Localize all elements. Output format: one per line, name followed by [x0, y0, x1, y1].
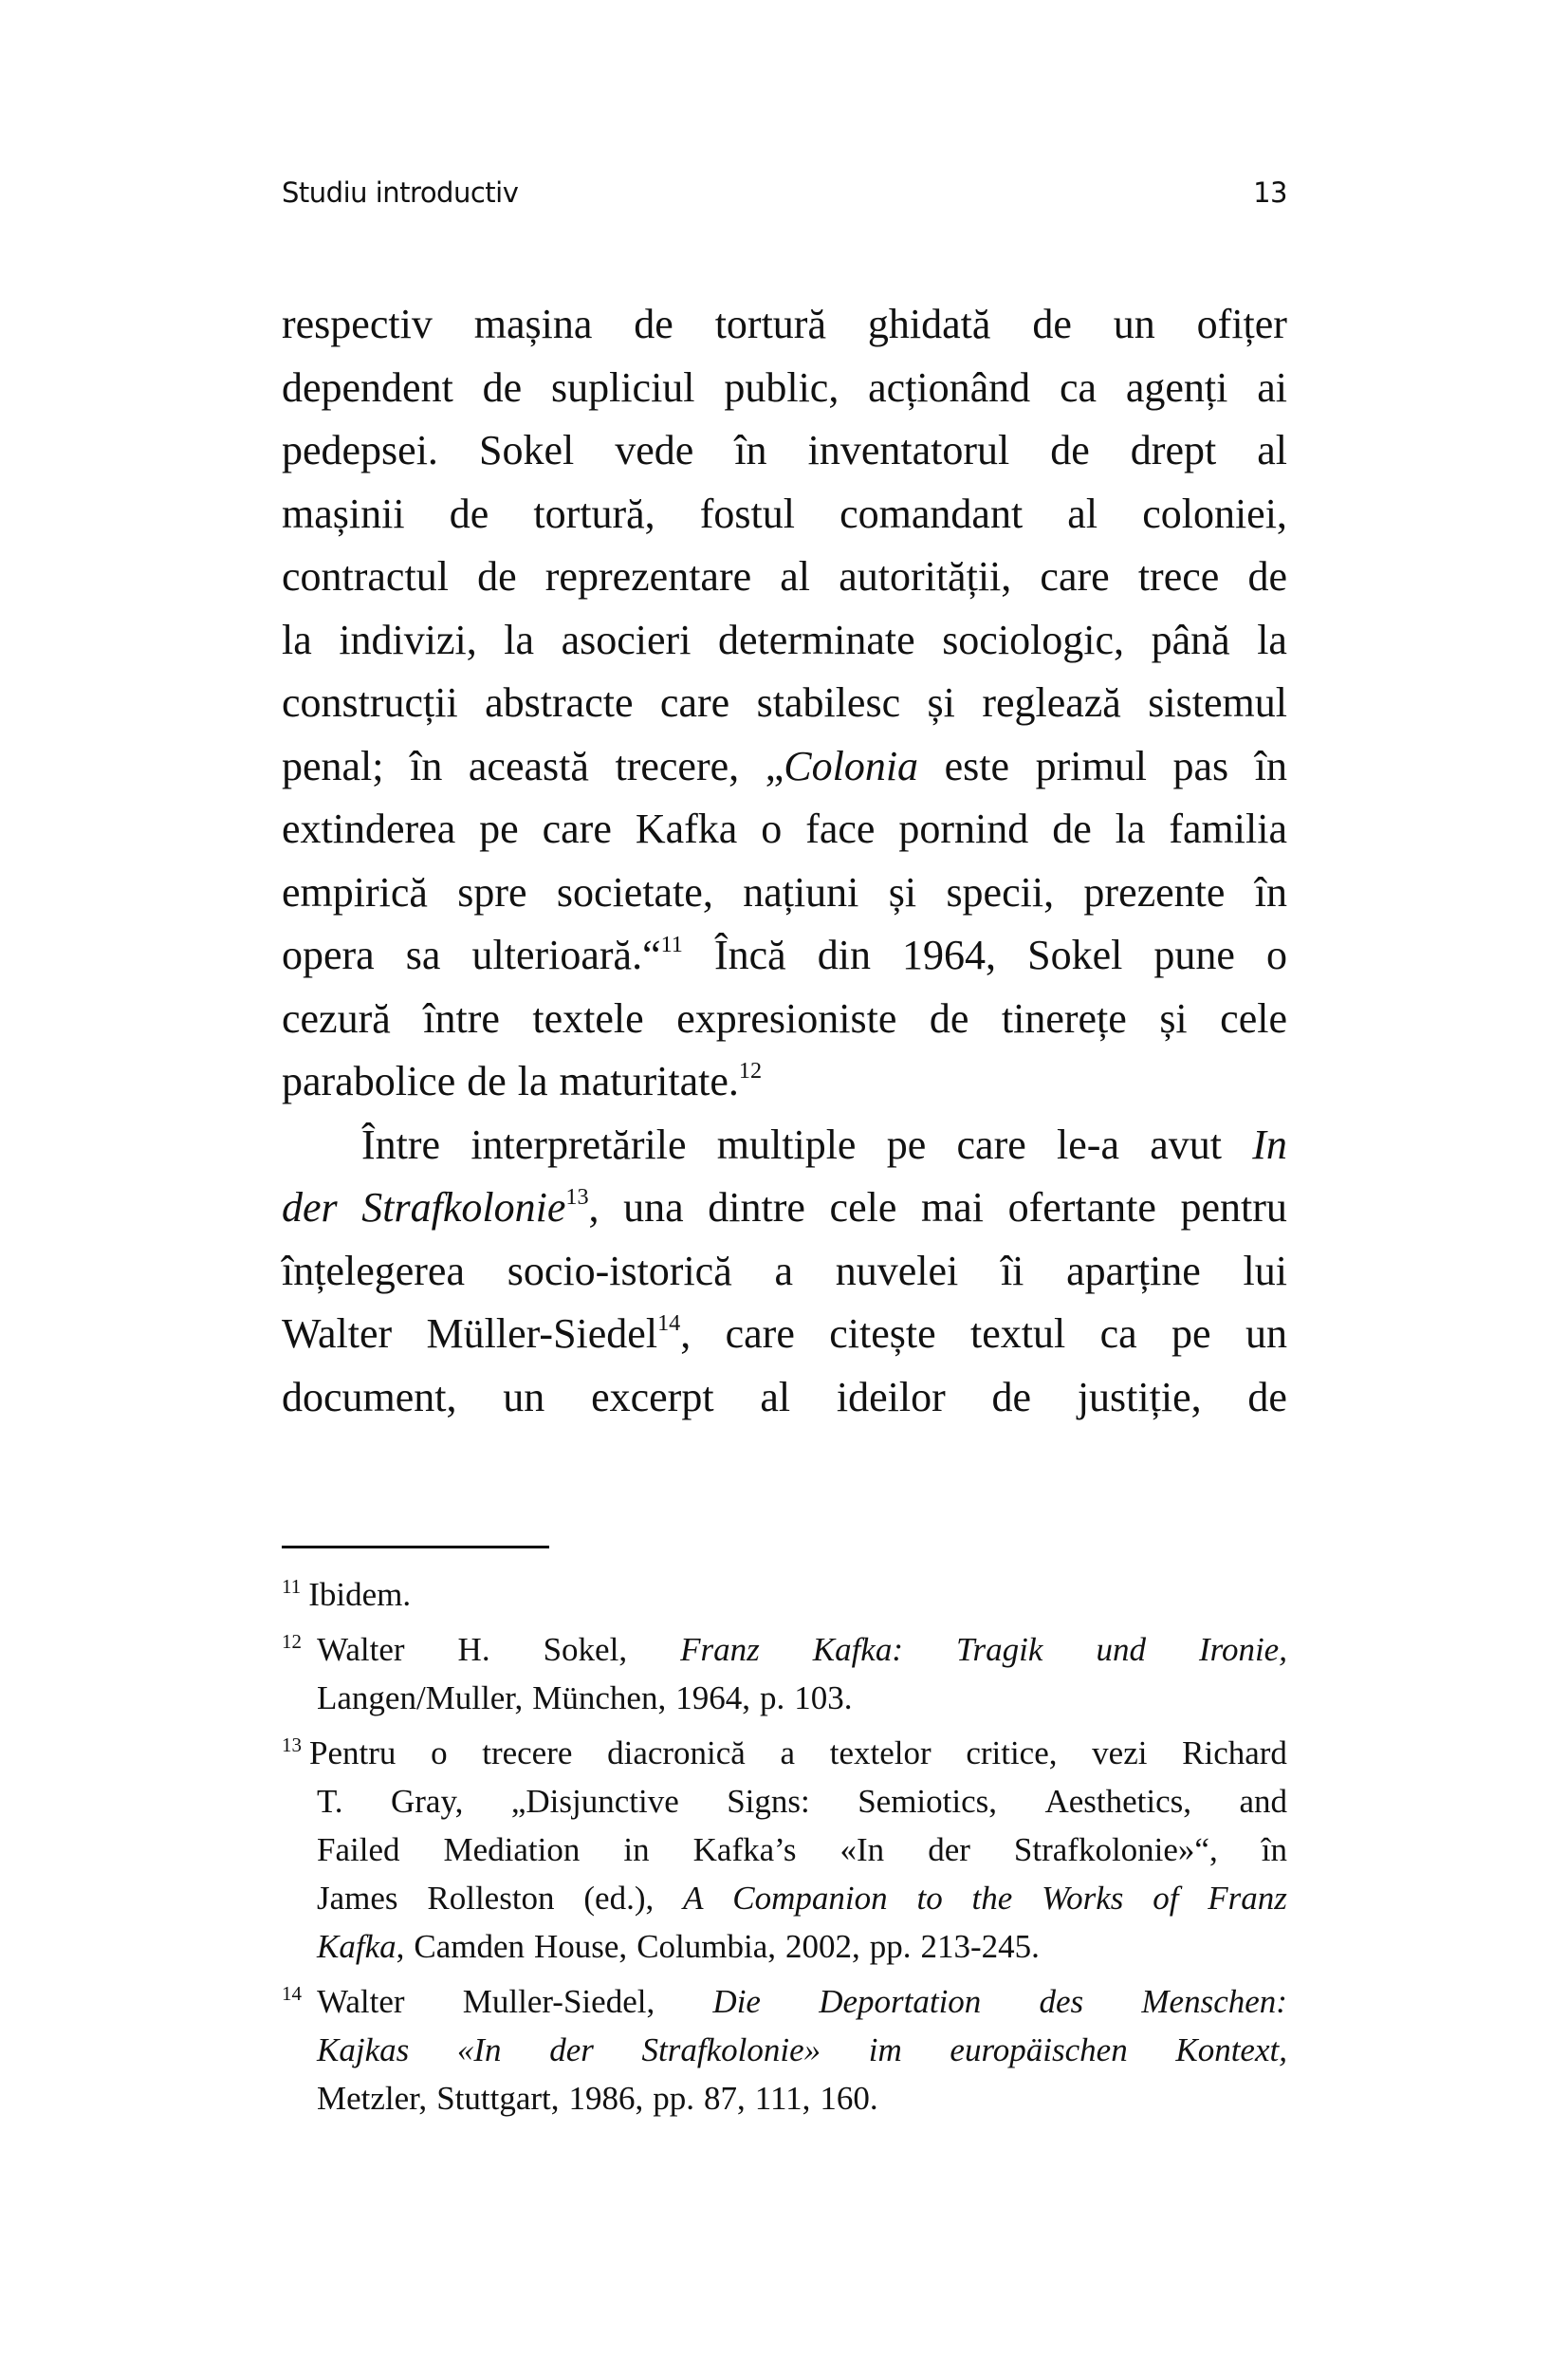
word: și — [888, 868, 917, 916]
word: 1964, — [902, 932, 997, 978]
word: abstracte — [485, 679, 634, 726]
word: vede — [615, 427, 694, 473]
word: pedepsei. — [282, 427, 438, 473]
word — [282, 1570, 411, 1619]
italic-title: der — [282, 1184, 338, 1231]
word — [560, 1050, 763, 1114]
body-line — [282, 1303, 1287, 1366]
word: justiție, — [1077, 1373, 1202, 1420]
word: de — [1050, 427, 1090, 473]
word: un — [1113, 301, 1155, 347]
word — [282, 1977, 405, 2026]
running-title: Studiu introductiv — [282, 176, 519, 209]
word: Semiotics, — [858, 1783, 998, 1820]
word: , — [396, 1928, 405, 1965]
word: „Disjunctive — [510, 1783, 679, 1820]
body-line — [282, 1366, 1287, 1430]
word: contractul — [282, 553, 449, 600]
word: de — [1032, 301, 1072, 347]
word: sistemul — [1148, 679, 1287, 726]
word: extinderea — [282, 806, 456, 852]
footnote-number: 14 — [282, 1982, 302, 2006]
word: europäischen — [950, 2031, 1128, 2068]
body-line — [282, 798, 1287, 862]
word: Müller-Siedel — [426, 1310, 658, 1357]
word: la — [1115, 806, 1146, 852]
word: vezi — [1092, 1734, 1148, 1771]
word: de — [1052, 806, 1092, 852]
word: le-a — [1057, 1121, 1119, 1168]
word: în — [410, 742, 443, 789]
word: interpretările — [470, 1121, 687, 1168]
word: citește — [829, 1310, 936, 1357]
word: una — [623, 1184, 684, 1231]
word: Mediation — [443, 1831, 581, 1868]
word: pp. — [869, 1928, 912, 1965]
word: Langen/Muller, — [317, 1679, 524, 1716]
footnote-11 — [282, 1570, 1287, 1619]
word: al — [760, 1373, 791, 1420]
word: care — [659, 679, 730, 726]
word: autorității, — [839, 553, 1012, 600]
word: construcții — [282, 679, 458, 726]
word: un — [503, 1373, 545, 1420]
word: opera — [282, 932, 375, 978]
word: Stuttgart, — [436, 2080, 560, 2117]
word: această — [468, 742, 589, 789]
word: Ibidem. — [308, 1576, 412, 1613]
word: , — [680, 1310, 692, 1357]
word: 1964, — [675, 1679, 750, 1716]
word: reglează — [982, 679, 1121, 726]
word: care — [725, 1310, 795, 1357]
word: House, — [534, 1928, 628, 1965]
word: tortură, — [533, 490, 655, 537]
word: ulterioară.“ — [471, 932, 661, 978]
word: the — [971, 1880, 1013, 1917]
word: Metzler, — [317, 2080, 428, 2117]
word: Rolleston — [427, 1880, 555, 1917]
word: H. — [457, 1631, 490, 1668]
word: pune — [1153, 932, 1235, 978]
word: la — [1257, 616, 1287, 663]
word: textele — [532, 994, 644, 1042]
word: Kontext, — [1175, 2031, 1287, 2068]
word: Failed — [317, 1831, 400, 1868]
word: Franz — [1208, 1880, 1287, 1917]
word: Walter — [317, 1631, 405, 1668]
word: empirică — [282, 868, 428, 916]
body-line — [282, 546, 1287, 609]
word: pe — [1171, 1310, 1211, 1357]
word: München, — [532, 1679, 667, 1716]
word: societate, — [556, 868, 713, 916]
word — [427, 1303, 692, 1366]
italic-title: Colonia — [784, 742, 919, 789]
word: 160. — [820, 2080, 878, 2117]
word: Pentru — [309, 1734, 397, 1771]
word: A — [683, 1880, 704, 1917]
word: Walter — [282, 1310, 393, 1357]
word: ideilor — [836, 1373, 946, 1420]
word: Walter — [317, 1983, 405, 2020]
body-line — [282, 1114, 1287, 1177]
word: pe — [479, 806, 519, 852]
word: Deportation — [819, 1983, 982, 2020]
word: excerpt — [591, 1373, 714, 1420]
word: diacronică — [607, 1734, 746, 1771]
word: de — [467, 1058, 507, 1104]
word: dintre — [708, 1184, 805, 1231]
word: Muller-Siedel, — [462, 1983, 655, 2020]
word: «In — [839, 1831, 885, 1868]
word: reprezentare — [544, 553, 752, 600]
word: Signs: — [727, 1783, 810, 1820]
word: trece — [1137, 553, 1220, 600]
footnote-number: 12 — [282, 1630, 302, 1654]
footnote-number: 11 — [282, 1575, 302, 1599]
word: der — [549, 2031, 594, 2068]
word: cele — [1220, 994, 1287, 1042]
word: pentru — [1180, 1184, 1287, 1231]
word: a — [774, 1247, 793, 1294]
word: textelor — [829, 1734, 932, 1771]
body-line — [282, 735, 1287, 799]
footnote-separator — [282, 1546, 549, 1548]
word: parabolice — [282, 1058, 456, 1104]
body-line — [282, 862, 1287, 925]
word: dependent — [282, 363, 453, 411]
word: face — [805, 806, 876, 852]
word: drept — [1130, 427, 1217, 473]
body-line — [282, 672, 1287, 735]
word: Camden — [414, 1928, 525, 1965]
word: o — [761, 806, 783, 852]
word: în — [1261, 1831, 1287, 1868]
word: Menschen: — [1141, 1983, 1287, 2020]
word: 213-245. — [920, 1928, 1040, 1965]
word: familia — [1169, 806, 1287, 852]
word: tortură — [714, 301, 826, 347]
word — [472, 924, 683, 988]
footnote-number: 13 — [282, 1733, 302, 1757]
word: Works — [1042, 1880, 1124, 1917]
word: de — [449, 490, 489, 537]
word — [361, 1177, 599, 1240]
word: înțelegerea — [282, 1247, 465, 1294]
word: Kafka: — [812, 1631, 903, 1668]
word: din — [817, 932, 871, 978]
word: 111, — [754, 2080, 811, 2117]
body-line — [282, 988, 1287, 1051]
word: al — [780, 553, 811, 600]
word: de — [477, 553, 517, 600]
word: trecere, — [615, 742, 740, 789]
word — [317, 1922, 404, 1971]
body-line — [282, 1050, 1287, 1114]
word: «In — [456, 2031, 502, 2068]
word: Sokel, — [543, 1631, 628, 1668]
word: fostul — [699, 490, 795, 537]
italic-title: Strafkolonie — [361, 1184, 566, 1231]
word: Columbia, — [636, 1928, 776, 1965]
word: sociologic, — [942, 616, 1125, 663]
word: 1986, — [568, 2080, 644, 2117]
word — [282, 1729, 396, 1777]
word: și — [1159, 994, 1188, 1042]
word: critice, — [966, 1734, 1058, 1771]
word: penal; — [282, 742, 384, 789]
word: care — [956, 1121, 1026, 1168]
text-line — [282, 1826, 1287, 1874]
word: Richard — [1182, 1734, 1287, 1771]
word: (ed.), — [583, 1880, 655, 1917]
word: 103. — [794, 1679, 853, 1716]
footnote-ref-14[interactable]: 14 — [657, 1309, 681, 1336]
footnote-ref-11[interactable]: 11 — [660, 931, 683, 957]
word: respectiv — [282, 301, 433, 347]
word: de — [482, 363, 523, 411]
word: de — [1247, 1373, 1287, 1420]
text-line — [282, 1922, 1287, 1971]
word — [766, 735, 918, 799]
word: Între — [361, 1121, 441, 1168]
word: la — [504, 616, 535, 663]
word: indivizi, — [339, 616, 477, 663]
word: 2002, — [785, 1928, 860, 1965]
word: nuvelei — [835, 1247, 959, 1294]
word: des — [1039, 1983, 1084, 2020]
word: und — [1096, 1631, 1146, 1668]
word: supliciul — [550, 363, 695, 411]
text-line — [282, 1874, 1287, 1922]
word: până — [1151, 616, 1230, 663]
body-line — [282, 924, 1287, 988]
word: în — [1254, 868, 1287, 916]
text-line — [282, 1977, 1287, 2026]
word: sa — [405, 932, 441, 978]
word: James — [317, 1880, 398, 1917]
word: „ — [765, 742, 784, 789]
word: acționând — [868, 363, 1031, 411]
word: Kafka — [317, 1928, 397, 1965]
word: ghidată — [867, 301, 991, 347]
word: Sokel — [478, 427, 575, 473]
word: in — [623, 1831, 650, 1868]
footnotes — [282, 1570, 1287, 2129]
word: , — [588, 1184, 600, 1231]
word: la — [517, 1058, 548, 1104]
footnote-13 — [282, 1729, 1287, 1971]
word: of — [1153, 1880, 1179, 1917]
word: T. — [317, 1783, 343, 1820]
word: tinerețe — [1001, 994, 1127, 1042]
word: p. — [759, 1679, 785, 1716]
text-line — [282, 2074, 1287, 2122]
word: trecere — [482, 1734, 573, 1771]
body-line — [282, 1240, 1287, 1304]
word: de — [1247, 553, 1287, 600]
word: Kafka — [635, 806, 738, 852]
text-line — [282, 1674, 1287, 1722]
word: Încă — [713, 932, 786, 978]
word: pornind — [898, 806, 1029, 852]
word: determinate — [717, 616, 915, 663]
word: to — [916, 1880, 943, 1917]
word: coloniei, — [1142, 490, 1287, 537]
word: și — [927, 679, 955, 726]
word: public, — [724, 363, 839, 411]
word: cezură — [282, 994, 391, 1042]
word: între — [423, 994, 500, 1042]
footnote-12 — [282, 1625, 1287, 1722]
word: Kajkas — [317, 2031, 410, 2068]
word: multiple — [716, 1121, 857, 1168]
word: textul — [970, 1310, 1066, 1357]
word: ca — [1099, 1310, 1137, 1357]
text-line — [282, 1625, 1287, 1674]
word: mașina — [473, 301, 593, 347]
body-line — [282, 1177, 1287, 1240]
page-number: 13 — [1253, 176, 1287, 209]
word: îi — [1000, 1247, 1024, 1294]
word: mai — [920, 1184, 984, 1231]
word: and — [1239, 1783, 1287, 1820]
word: de — [929, 994, 969, 1042]
footnote-14 — [282, 1977, 1287, 2122]
word: ai — [1257, 363, 1287, 411]
word: inventatorul — [807, 427, 1010, 473]
word: este — [944, 742, 1010, 789]
word: a — [780, 1734, 796, 1771]
word: de — [634, 301, 673, 347]
word: 87, — [704, 2080, 746, 2117]
italic-title: In — [1252, 1121, 1287, 1168]
word: lui — [1243, 1247, 1287, 1294]
word: la — [282, 616, 312, 663]
word: primul — [1035, 742, 1147, 789]
word: maturitate. — [559, 1058, 739, 1104]
word: der — [928, 1831, 970, 1868]
word: Kafka’s — [692, 1831, 797, 1868]
word: Ironie, — [1198, 1631, 1287, 1668]
word: im — [868, 2031, 902, 2068]
word: pe — [886, 1121, 927, 1168]
word: Sokel — [1027, 932, 1123, 978]
word: ofițer — [1196, 301, 1287, 347]
word: avut — [1150, 1121, 1222, 1168]
word: pas — [1172, 742, 1229, 789]
word: agenți — [1125, 363, 1228, 411]
word: prezente — [1083, 868, 1226, 916]
word: un — [1245, 1310, 1287, 1357]
body-line — [282, 483, 1287, 547]
word: spre — [457, 868, 527, 916]
book-page — [282, 0, 1287, 2354]
word: ofertante — [1007, 1184, 1156, 1231]
running-header — [282, 174, 1287, 212]
word: Strafkolonie»“, — [1013, 1831, 1218, 1868]
body-text — [282, 293, 1287, 1429]
word: specii, — [946, 868, 1055, 916]
body-line — [282, 419, 1287, 483]
word: pp. — [653, 2080, 694, 2117]
word: în — [734, 427, 767, 473]
word — [282, 1625, 405, 1674]
word: Aesthetics, — [1044, 1783, 1191, 1820]
word: al — [1067, 490, 1098, 537]
word: o — [431, 1734, 448, 1771]
text-line — [282, 1777, 1287, 1826]
word: Gray, — [390, 1783, 464, 1820]
word: în — [1254, 742, 1287, 789]
body-line — [282, 357, 1287, 420]
word: care — [542, 806, 612, 852]
word: o — [1266, 932, 1287, 978]
word: Strafkolonie» — [641, 2031, 821, 2068]
word: cele — [829, 1184, 897, 1231]
word: comandant — [839, 490, 1024, 537]
word: Die — [712, 1983, 761, 2020]
word: socio-istorică — [507, 1247, 732, 1294]
text-line — [282, 1570, 1287, 1619]
word: Tragik — [956, 1631, 1043, 1668]
word: asocieri — [561, 616, 692, 663]
text-line — [282, 1729, 1287, 1777]
word: aparține — [1066, 1247, 1201, 1294]
word: document, — [282, 1373, 457, 1420]
word: al — [1257, 427, 1287, 473]
body-line — [282, 609, 1287, 673]
word: Franz — [680, 1631, 760, 1668]
word: ca — [1060, 363, 1098, 411]
word: expresioniste — [676, 994, 897, 1042]
footnote-ref-12[interactable]: 12 — [738, 1057, 763, 1084]
word: mașinii — [282, 490, 405, 537]
word: care — [1040, 553, 1110, 600]
text-line — [282, 2026, 1287, 2074]
word: Companion — [732, 1880, 888, 1917]
word: stabilesc — [756, 679, 901, 726]
body-line — [282, 293, 1287, 357]
footnote-ref-13[interactable]: 13 — [565, 1183, 589, 1210]
word: de — [991, 1373, 1032, 1420]
word: națiuni — [743, 868, 859, 916]
